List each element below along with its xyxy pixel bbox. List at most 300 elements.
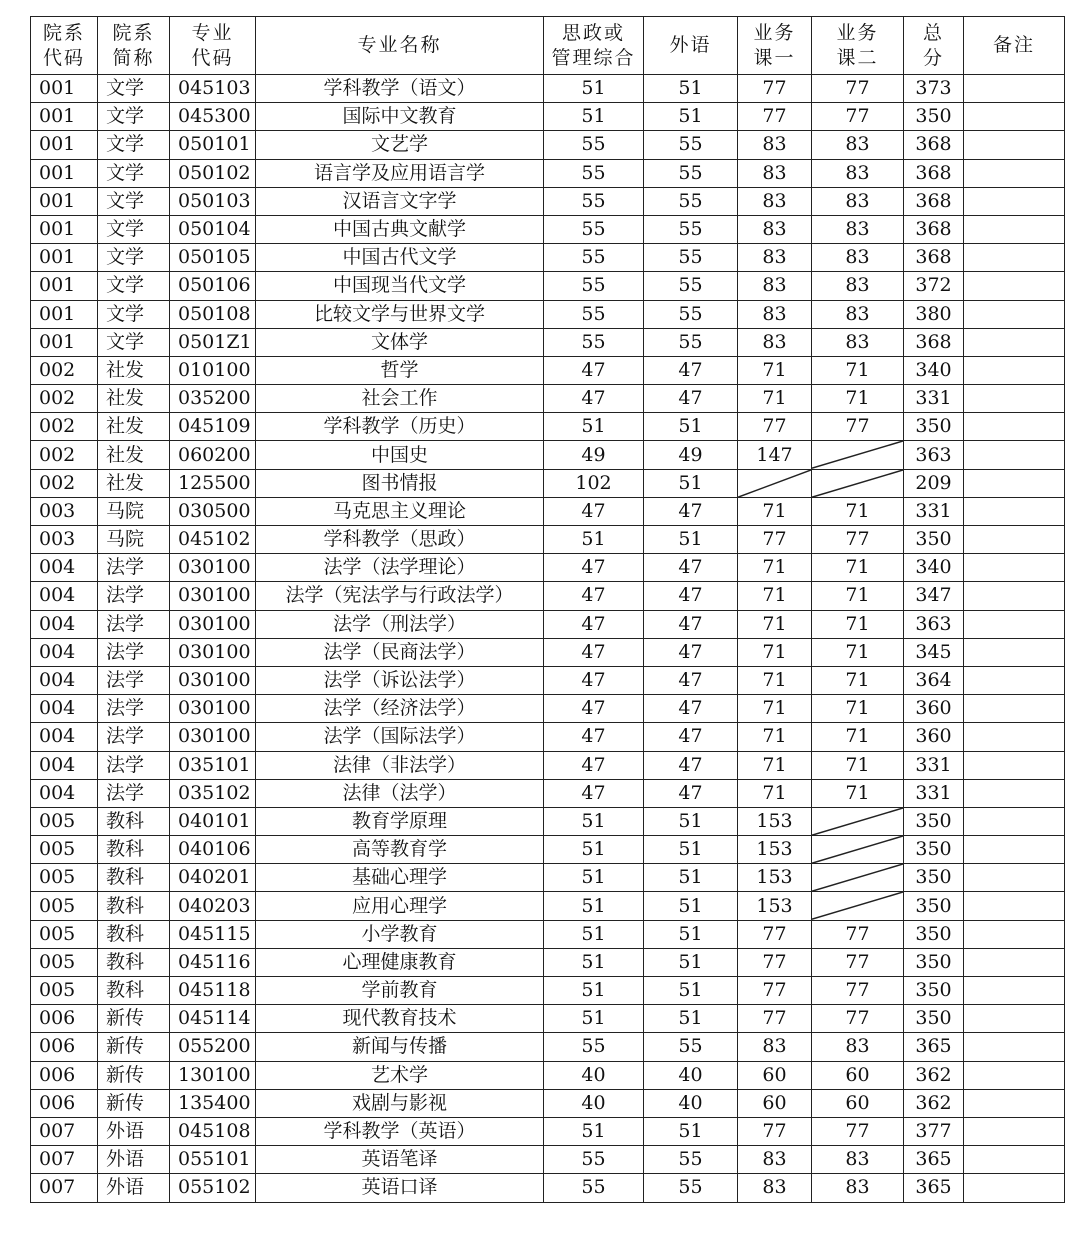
politics-score-cell: 55 [544, 300, 644, 328]
total-score-cell: 360 [904, 695, 964, 723]
table-row [31, 1061, 1065, 1089]
dept-abbr-cell: 文学 [98, 103, 170, 131]
politics-score-cell: 55 [544, 1174, 644, 1202]
course2-score-cell: 83 [812, 131, 904, 159]
major-code-cell: 035200 [170, 385, 256, 413]
major-code-cell: 010100 [170, 356, 256, 384]
politics-score-cell: 47 [544, 751, 644, 779]
dept-abbr-cell: 文学 [98, 215, 170, 243]
remarks-cell [964, 244, 1065, 272]
major-code-cell: 045114 [170, 1005, 256, 1033]
course1-score-cell: 71 [738, 610, 812, 638]
dept-abbr-cell: 教科 [98, 948, 170, 976]
foreign-lang-score-cell: 55 [644, 1033, 738, 1061]
major-name-cell: 法律（法学） [256, 779, 544, 807]
course2-score-cell: 77 [812, 1117, 904, 1145]
foreign-lang-score-cell: 47 [644, 554, 738, 582]
table-row [31, 131, 1065, 159]
course1-score-cell: 77 [738, 948, 812, 976]
dept-code-cell: 002 [31, 356, 98, 384]
foreign-lang-score-cell: 51 [644, 864, 738, 892]
foreign-lang-score-cell: 55 [644, 159, 738, 187]
total-score-cell: 372 [904, 272, 964, 300]
politics-score-cell: 47 [544, 385, 644, 413]
dept-code-cell: 006 [31, 1089, 98, 1117]
major-name-cell: 学科教学（历史） [256, 413, 544, 441]
major-code-cell: 050102 [170, 159, 256, 187]
dept-abbr-cell: 文学 [98, 328, 170, 356]
politics-score-cell: 47 [544, 638, 644, 666]
dept-code-cell: 002 [31, 441, 98, 469]
dept-code-cell: 003 [31, 526, 98, 554]
course1-score-cell: 71 [738, 497, 812, 525]
total-score-cell: 350 [904, 1005, 964, 1033]
total-score-cell: 350 [904, 807, 964, 835]
major-code-cell: 040203 [170, 892, 256, 920]
table-row [31, 892, 1065, 920]
major-code-cell: 045103 [170, 75, 256, 103]
total-score-cell: 350 [904, 526, 964, 554]
course1-score-cell: 71 [738, 554, 812, 582]
major-name-cell: 文体学 [256, 328, 544, 356]
major-name-cell: 比较文学与世界文学 [256, 300, 544, 328]
major-code-cell: 030100 [170, 723, 256, 751]
major-name-cell: 高等教育学 [256, 836, 544, 864]
course2-score-cell: 71 [812, 554, 904, 582]
total-score-cell: 350 [904, 103, 964, 131]
major-name-cell: 学科教学（英语） [256, 1117, 544, 1145]
remarks-cell [964, 131, 1065, 159]
dept-abbr-cell: 法学 [98, 610, 170, 638]
total-score-cell: 365 [904, 1146, 964, 1174]
header-row [31, 17, 1065, 75]
major-name-cell: 法律（非法学） [256, 751, 544, 779]
diagonal-slash-icon [812, 808, 903, 835]
course2-score-cell: 83 [812, 272, 904, 300]
total-score-cell: 340 [904, 356, 964, 384]
diagonal-slash-icon [812, 892, 903, 919]
dept-abbr-cell: 法学 [98, 582, 170, 610]
dept-abbr-cell: 教科 [98, 892, 170, 920]
foreign-lang-score-cell: 47 [644, 610, 738, 638]
remarks-cell [964, 582, 1065, 610]
table-row [31, 948, 1065, 976]
remarks-cell [964, 328, 1065, 356]
foreign-lang-score-cell: 51 [644, 469, 738, 497]
total-score-cell: 331 [904, 497, 964, 525]
dept-abbr-cell: 新传 [98, 1033, 170, 1061]
course2-score-cell: 71 [812, 723, 904, 751]
course1-score-cell: 83 [738, 131, 812, 159]
dept-code-cell: 004 [31, 610, 98, 638]
dept-code-cell: 004 [31, 638, 98, 666]
course1-score-cell: 77 [738, 75, 812, 103]
table-row [31, 666, 1065, 694]
course2-score-cell [812, 441, 904, 469]
major-code-cell: 030100 [170, 638, 256, 666]
course2-score-cell: 77 [812, 413, 904, 441]
dept-abbr-cell: 文学 [98, 159, 170, 187]
remarks-cell [964, 554, 1065, 582]
header-course-1: 业务 课一 [738, 17, 812, 75]
table-row [31, 695, 1065, 723]
course2-score-cell: 60 [812, 1089, 904, 1117]
major-code-cell: 035102 [170, 779, 256, 807]
table-row [31, 187, 1065, 215]
politics-score-cell: 47 [544, 666, 644, 694]
major-code-cell: 050106 [170, 272, 256, 300]
course2-score-cell: 77 [812, 103, 904, 131]
politics-score-cell: 47 [544, 723, 644, 751]
remarks-cell [964, 272, 1065, 300]
course2-score-cell: 83 [812, 1146, 904, 1174]
table-row [31, 1089, 1065, 1117]
diagonal-slash-icon [738, 470, 811, 497]
header-remarks: 备注 [964, 17, 1065, 75]
table-row [31, 385, 1065, 413]
course1-score-cell: 83 [738, 1174, 812, 1202]
dept-abbr-cell: 社发 [98, 441, 170, 469]
foreign-lang-score-cell: 55 [644, 1174, 738, 1202]
header-major-code: 专业 代码 [170, 17, 256, 75]
total-score-cell: 350 [904, 920, 964, 948]
major-name-cell: 中国古典文献学 [256, 215, 544, 243]
major-name-cell: 应用心理学 [256, 892, 544, 920]
course1-score-cell: 77 [738, 977, 812, 1005]
foreign-lang-score-cell: 51 [644, 977, 738, 1005]
total-score-cell: 368 [904, 159, 964, 187]
table-row [31, 1174, 1065, 1202]
foreign-lang-score-cell: 55 [644, 272, 738, 300]
foreign-lang-score-cell: 51 [644, 807, 738, 835]
foreign-lang-score-cell: 55 [644, 328, 738, 356]
dept-abbr-cell: 马院 [98, 497, 170, 525]
course1-score-cell: 153 [738, 807, 812, 835]
major-code-cell: 045116 [170, 948, 256, 976]
major-name-cell: 马克思主义理论 [256, 497, 544, 525]
total-score-cell: 347 [904, 582, 964, 610]
table-row [31, 1033, 1065, 1061]
major-name-cell: 英语口译 [256, 1174, 544, 1202]
course1-score-cell: 147 [738, 441, 812, 469]
table-row [31, 977, 1065, 1005]
remarks-cell [964, 356, 1065, 384]
total-score-cell: 331 [904, 751, 964, 779]
dept-code-cell: 005 [31, 948, 98, 976]
dept-abbr-cell: 外语 [98, 1146, 170, 1174]
course2-score-cell: 83 [812, 215, 904, 243]
header-foreign-lang: 外语 [644, 17, 738, 75]
dept-abbr-cell: 法学 [98, 751, 170, 779]
dept-abbr-cell: 法学 [98, 723, 170, 751]
remarks-cell [964, 751, 1065, 779]
foreign-lang-score-cell: 47 [644, 385, 738, 413]
foreign-lang-score-cell: 51 [644, 948, 738, 976]
major-name-cell: 国际中文教育 [256, 103, 544, 131]
course2-score-cell: 71 [812, 695, 904, 723]
politics-score-cell: 47 [544, 554, 644, 582]
remarks-cell [964, 1146, 1065, 1174]
remarks-cell [964, 723, 1065, 751]
course2-score-cell: 77 [812, 977, 904, 1005]
major-code-cell: 055200 [170, 1033, 256, 1061]
dept-abbr-cell: 法学 [98, 695, 170, 723]
foreign-lang-score-cell: 51 [644, 75, 738, 103]
dept-abbr-cell: 社发 [98, 413, 170, 441]
politics-score-cell: 55 [544, 1146, 644, 1174]
header-dept-code: 院系 代码 [31, 17, 98, 75]
dept-abbr-cell: 文学 [98, 300, 170, 328]
dept-code-cell: 005 [31, 920, 98, 948]
table-row [31, 920, 1065, 948]
remarks-cell [964, 526, 1065, 554]
remarks-cell [964, 807, 1065, 835]
course1-score-cell: 60 [738, 1061, 812, 1089]
diagonal-slash-icon [812, 441, 903, 468]
foreign-lang-score-cell: 47 [644, 779, 738, 807]
politics-score-cell: 47 [544, 497, 644, 525]
remarks-cell [964, 1174, 1065, 1202]
dept-code-cell: 006 [31, 1061, 98, 1089]
course1-score-cell: 153 [738, 864, 812, 892]
foreign-lang-score-cell: 47 [644, 666, 738, 694]
remarks-cell [964, 1061, 1065, 1089]
dept-code-cell: 002 [31, 413, 98, 441]
course2-score-cell: 83 [812, 1033, 904, 1061]
major-code-cell: 055102 [170, 1174, 256, 1202]
major-code-cell: 040106 [170, 836, 256, 864]
major-code-cell: 0501Z1 [170, 328, 256, 356]
total-score-cell: 345 [904, 638, 964, 666]
course2-score-cell: 71 [812, 385, 904, 413]
course1-score-cell: 71 [738, 666, 812, 694]
table-row [31, 554, 1065, 582]
politics-score-cell: 55 [544, 1033, 644, 1061]
major-code-cell: 125500 [170, 469, 256, 497]
table-row [31, 526, 1065, 554]
total-score-cell: 350 [904, 836, 964, 864]
remarks-cell [964, 187, 1065, 215]
major-code-cell: 035101 [170, 751, 256, 779]
course1-score-cell: 77 [738, 526, 812, 554]
course2-score-cell: 71 [812, 497, 904, 525]
total-score-cell: 331 [904, 779, 964, 807]
dept-code-cell: 004 [31, 779, 98, 807]
total-score-cell: 340 [904, 554, 964, 582]
course1-score-cell: 83 [738, 272, 812, 300]
foreign-lang-score-cell: 47 [644, 582, 738, 610]
total-score-cell: 368 [904, 215, 964, 243]
foreign-lang-score-cell: 47 [644, 638, 738, 666]
table-row [31, 300, 1065, 328]
dept-code-cell: 004 [31, 751, 98, 779]
dept-code-cell: 004 [31, 666, 98, 694]
major-name-cell: 学前教育 [256, 977, 544, 1005]
foreign-lang-score-cell: 47 [644, 356, 738, 384]
course1-score-cell: 153 [738, 836, 812, 864]
politics-score-cell: 40 [544, 1089, 644, 1117]
remarks-cell [964, 1005, 1065, 1033]
dept-code-cell: 007 [31, 1117, 98, 1145]
course1-score-cell: 71 [738, 751, 812, 779]
dept-code-cell: 004 [31, 582, 98, 610]
remarks-cell [964, 864, 1065, 892]
dept-code-cell: 001 [31, 300, 98, 328]
table-row [31, 272, 1065, 300]
major-name-cell: 法学（宪法学与行政法学） [256, 582, 544, 610]
dept-code-cell: 002 [31, 469, 98, 497]
total-score-cell: 365 [904, 1174, 964, 1202]
course2-score-cell: 71 [812, 582, 904, 610]
dept-code-cell: 001 [31, 272, 98, 300]
dept-code-cell: 001 [31, 328, 98, 356]
politics-score-cell: 55 [544, 131, 644, 159]
dept-code-cell: 001 [31, 215, 98, 243]
header-total: 总 分 [904, 17, 964, 75]
dept-abbr-cell: 教科 [98, 864, 170, 892]
dept-abbr-cell: 法学 [98, 638, 170, 666]
politics-score-cell: 51 [544, 920, 644, 948]
foreign-lang-score-cell: 51 [644, 1005, 738, 1033]
major-name-cell: 法学（诉讼法学） [256, 666, 544, 694]
total-score-cell: 368 [904, 187, 964, 215]
dept-code-cell: 001 [31, 244, 98, 272]
course2-score-cell: 71 [812, 638, 904, 666]
table-row [31, 75, 1065, 103]
course2-score-cell: 83 [812, 1174, 904, 1202]
dept-abbr-cell: 新传 [98, 1089, 170, 1117]
remarks-cell [964, 977, 1065, 1005]
remarks-cell [964, 413, 1065, 441]
course1-score-cell: 77 [738, 413, 812, 441]
table-row [31, 582, 1065, 610]
major-name-cell: 哲学 [256, 356, 544, 384]
remarks-cell [964, 666, 1065, 694]
foreign-lang-score-cell: 47 [644, 723, 738, 751]
course2-score-cell: 71 [812, 610, 904, 638]
course1-score-cell [738, 469, 812, 497]
table-row [31, 751, 1065, 779]
total-score-cell: 363 [904, 441, 964, 469]
remarks-cell [964, 695, 1065, 723]
total-score-cell: 368 [904, 328, 964, 356]
foreign-lang-score-cell: 40 [644, 1061, 738, 1089]
course1-score-cell: 71 [738, 779, 812, 807]
total-score-cell: 380 [904, 300, 964, 328]
politics-score-cell: 47 [544, 695, 644, 723]
total-score-cell: 350 [904, 948, 964, 976]
total-score-cell: 209 [904, 469, 964, 497]
table-row [31, 159, 1065, 187]
remarks-cell [964, 75, 1065, 103]
major-code-cell: 050104 [170, 215, 256, 243]
major-code-cell: 030100 [170, 666, 256, 694]
major-code-cell: 030100 [170, 695, 256, 723]
course2-score-cell: 83 [812, 300, 904, 328]
major-code-cell: 135400 [170, 1089, 256, 1117]
total-score-cell: 362 [904, 1061, 964, 1089]
politics-score-cell: 51 [544, 948, 644, 976]
remarks-cell [964, 469, 1065, 497]
dept-code-cell: 005 [31, 836, 98, 864]
course2-score-cell: 71 [812, 779, 904, 807]
course2-score-cell [812, 892, 904, 920]
major-code-cell: 050103 [170, 187, 256, 215]
dept-code-cell: 005 [31, 864, 98, 892]
foreign-lang-score-cell: 55 [644, 244, 738, 272]
course2-score-cell: 83 [812, 159, 904, 187]
remarks-cell [964, 1033, 1065, 1061]
table-row [31, 356, 1065, 384]
dept-abbr-cell: 教科 [98, 836, 170, 864]
dept-code-cell: 001 [31, 131, 98, 159]
dept-code-cell: 004 [31, 695, 98, 723]
course1-score-cell: 83 [738, 215, 812, 243]
major-name-cell: 法学（民商法学） [256, 638, 544, 666]
major-name-cell: 新闻与传播 [256, 1033, 544, 1061]
major-name-cell: 现代教育技术 [256, 1005, 544, 1033]
remarks-cell [964, 103, 1065, 131]
politics-score-cell: 55 [544, 215, 644, 243]
politics-score-cell: 47 [544, 779, 644, 807]
dept-code-cell: 003 [31, 497, 98, 525]
foreign-lang-score-cell: 55 [644, 1146, 738, 1174]
major-name-cell: 基础心理学 [256, 864, 544, 892]
dept-abbr-cell: 社发 [98, 469, 170, 497]
major-name-cell: 中国古代文学 [256, 244, 544, 272]
course1-score-cell: 71 [738, 385, 812, 413]
remarks-cell [964, 441, 1065, 469]
diagonal-slash-icon [812, 864, 903, 891]
table-row [31, 441, 1065, 469]
table-row [31, 610, 1065, 638]
politics-score-cell: 51 [544, 977, 644, 1005]
major-name-cell: 汉语言文字学 [256, 187, 544, 215]
politics-score-cell: 51 [544, 413, 644, 441]
table-row [31, 1117, 1065, 1145]
header-major-name: 专业名称 [256, 17, 544, 75]
dept-abbr-cell: 马院 [98, 526, 170, 554]
course2-score-cell: 77 [812, 948, 904, 976]
politics-score-cell: 40 [544, 1061, 644, 1089]
major-code-cell: 040201 [170, 864, 256, 892]
course1-score-cell: 153 [738, 892, 812, 920]
politics-score-cell: 55 [544, 159, 644, 187]
course2-score-cell: 83 [812, 244, 904, 272]
dept-abbr-cell: 文学 [98, 244, 170, 272]
header-politics: 思政或 管理综合 [544, 17, 644, 75]
dept-abbr-cell: 文学 [98, 187, 170, 215]
course2-score-cell [812, 864, 904, 892]
remarks-cell [964, 1089, 1065, 1117]
remarks-cell [964, 497, 1065, 525]
foreign-lang-score-cell: 51 [644, 526, 738, 554]
major-code-cell: 030100 [170, 554, 256, 582]
foreign-lang-score-cell: 55 [644, 215, 738, 243]
politics-score-cell: 47 [544, 610, 644, 638]
foreign-lang-score-cell: 51 [644, 1117, 738, 1145]
politics-score-cell: 51 [544, 1117, 644, 1145]
major-name-cell: 法学（法学理论） [256, 554, 544, 582]
course2-score-cell: 71 [812, 666, 904, 694]
course2-score-cell: 60 [812, 1061, 904, 1089]
total-score-cell: 368 [904, 244, 964, 272]
course1-score-cell: 77 [738, 103, 812, 131]
dept-abbr-cell: 文学 [98, 272, 170, 300]
major-name-cell: 社会工作 [256, 385, 544, 413]
table-row [31, 497, 1065, 525]
table-row [31, 244, 1065, 272]
